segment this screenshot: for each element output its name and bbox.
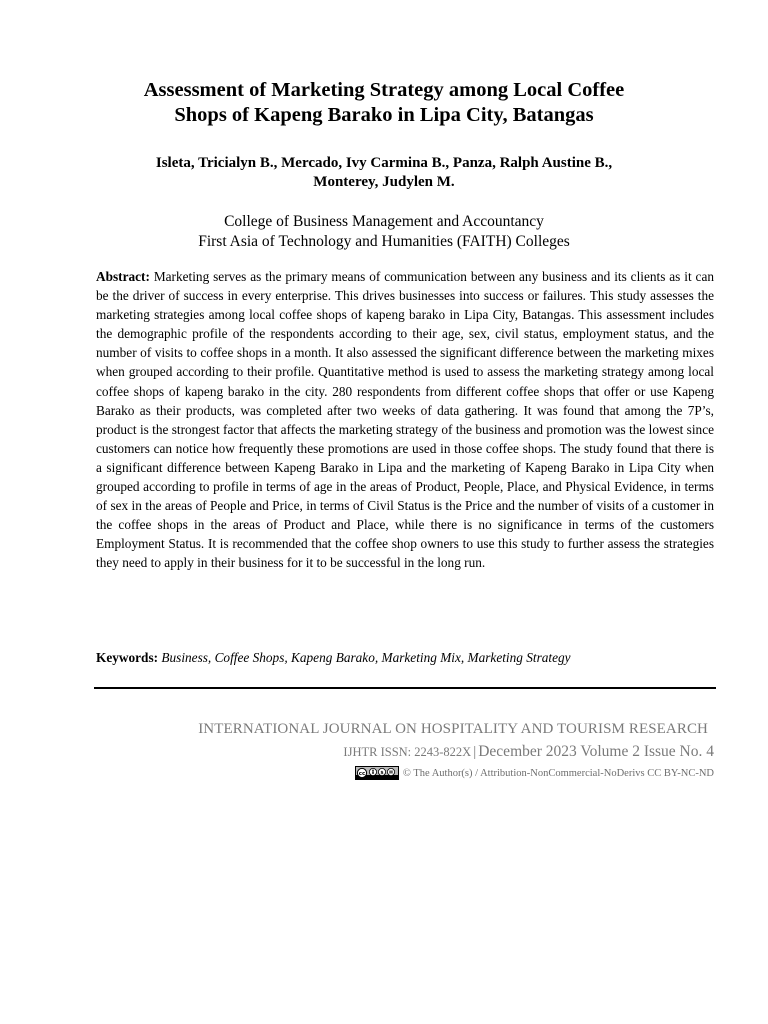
issue-separator: |	[473, 744, 477, 760]
affiliation-college: College of Business Management and Accountancy	[224, 213, 544, 230]
affiliation-institution: First Asia of Technology and Humanities (FAITH) Colleges	[198, 232, 570, 250]
journal-issn: IJHTR ISSN: 2243-822X	[343, 745, 472, 759]
keywords-text: Business, Coffee Shops, Kapeng Barako, Marketing Mix, Marketing Strategy	[161, 650, 571, 665]
abstract-text: Marketing serves as the primary means of communication between any business and its clients as it can be the driver of success in every enterprise. This drives businesses into success or failures. This study assesses the marketing strategies among local coffee shops of kapeng barako in Lipa City, Batangas. This assessment includes the demographic profile of the respondents according to their age, sex, civil status, employment status, and the number of visits to coffee shops in a month. It also assessed the significant difference between the marketing mixes when grouped according to their profile. Quantitative method is used to assess the marketing strategy among local coffee shops of kapeng barako in the city. 280 respondents from different coffee shops that offer or use Kapeng Barako as their products, was completed after two weeks of data gathering. It was found that among the 7P’s, product is the strongest factor that affects the marketing strategy of the business and promotion was the lowest since customers can notice how frequently these promotions are used in those coffee shops. The study found that there is a significant difference between Kapeng Barako in Lipa and the marketing of Kapeng Barako in Lipa City when grouped according to profile in terms of age in the areas of Product, People, Place, and Physical Evidence, in terms of sex in the areas of People and Price, in terms of Civil Status is the Price and the number of visits of a customer in the coffee shops in the areas of Product and Place, while there is no significance in terms of the customers Employment Status. It is recommended that the coffee shop owners to use this study to further assess the strategies they need to apply in their business for it to be successful in the long run.	[96, 269, 714, 571]
journal-issue-line	[343, 743, 714, 761]
journal-issue: December 2023 Volume 2 Issue No. 4	[478, 743, 714, 760]
paper-title	[60, 78, 708, 128]
paper-title-line-1: Assessment of Marketing Strategy among Local Coffee	[143, 79, 625, 101]
journal-name: INTERNATIONAL JOURNAL ON HOSPITALITY AND TOURISM RESEARCH	[198, 721, 708, 737]
keywords	[96, 648, 714, 667]
section-divider	[94, 687, 716, 689]
affiliation	[60, 212, 708, 251]
svg-text:cc: cc	[358, 771, 366, 777]
keywords-label: Keywords:	[96, 650, 159, 665]
author-list	[60, 154, 708, 192]
cc-by-nc-nd-badge-icon[interactable]	[355, 766, 399, 780]
license-line	[355, 766, 714, 780]
author-list-line-2: Monterey, Judylen M.	[313, 174, 455, 190]
abstract-label: Abstract:	[96, 269, 150, 284]
license-text: © The Author(s) / Attribution-NonCommercial-NoDerivs CC BY-NC-ND	[402, 767, 714, 779]
svg-text:$: $	[380, 771, 384, 776]
abstract	[96, 267, 714, 573]
author-list-line-1: Isleta, Tricialyn B., Mercado, Ivy Carmina B., Panza, Ralph Austine B.,	[155, 155, 613, 171]
paper-title-line-2: Shops of Kapeng Barako in Lipa City, Batangas	[174, 104, 594, 126]
